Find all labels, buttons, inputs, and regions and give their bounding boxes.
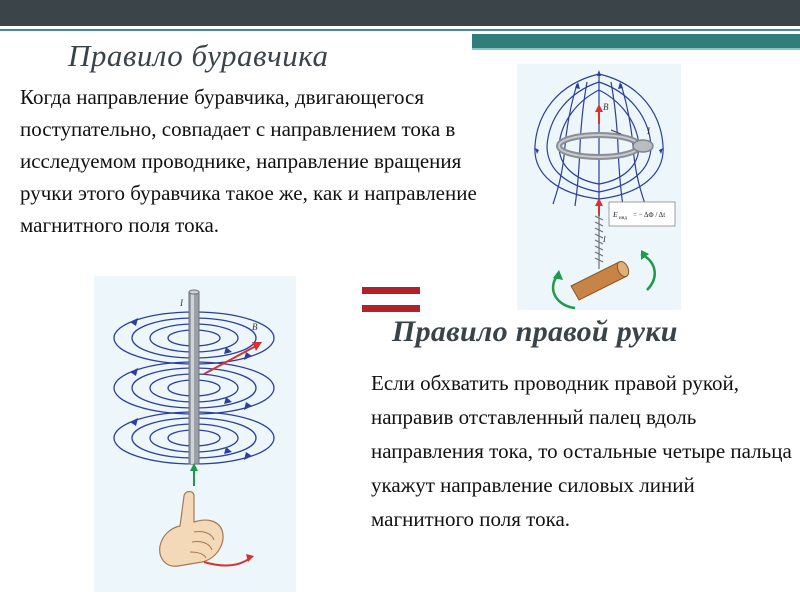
formula-rhs: = − ΔΦ / Δt — [633, 211, 666, 219]
top-decoration-bar — [0, 0, 800, 40]
right-hand-icon — [160, 492, 223, 567]
gimlet-rule-text: Когда направление буравчика, двигающегося поступательно, совпадает с направлением тока в исследуемом проводнике, направление вращения ручки этого буравчика такое же, как и направление магнитного поля тока. — [20, 85, 477, 237]
coil-ring-end — [633, 140, 653, 152]
top-teal-accent — [472, 34, 800, 48]
label-I: I — [180, 298, 183, 308]
gimlet-handle — [571, 260, 631, 300]
right-hand-rule-text: Если обхватить проводник правой рукой, направив отставленный палец вдоль направления тока, то остальные четыре пальца укажут направление силовых линий магнитного поля тока. — [371, 371, 792, 531]
equals-bar-bottom — [362, 305, 420, 312]
coil-field-diagram — [517, 64, 681, 310]
rotation-arrow-right — [641, 254, 655, 290]
equals-sign — [362, 283, 420, 319]
top-dark-band — [0, 0, 800, 26]
formula-sub: инд — [619, 216, 627, 221]
top-teal-line — [0, 29, 800, 31]
right-hand-rule-title: Правило правой руки — [392, 315, 678, 348]
wire-field-diagram — [94, 276, 296, 592]
label-I-down: I — [603, 235, 606, 244]
finger-direction-arrow — [204, 558, 250, 565]
gimlet-screw — [595, 214, 603, 269]
rotation-arrow-left — [553, 276, 575, 308]
equals-bar-top — [362, 287, 420, 294]
coil-gimlet-figure — [517, 64, 681, 310]
label-B: B — [603, 102, 609, 112]
formula-lhs: E — [613, 210, 618, 219]
top-teal-accent-line — [472, 48, 800, 50]
B-arrowhead — [595, 104, 603, 112]
gimlet-rule-title: Правило буравчика — [68, 38, 329, 73]
wire-top — [189, 290, 199, 294]
label-B-wire: B — [252, 322, 258, 332]
wire-hand-figure — [94, 276, 296, 592]
label-I-ring: I — [647, 126, 650, 136]
wire-highlight — [191, 292, 194, 464]
